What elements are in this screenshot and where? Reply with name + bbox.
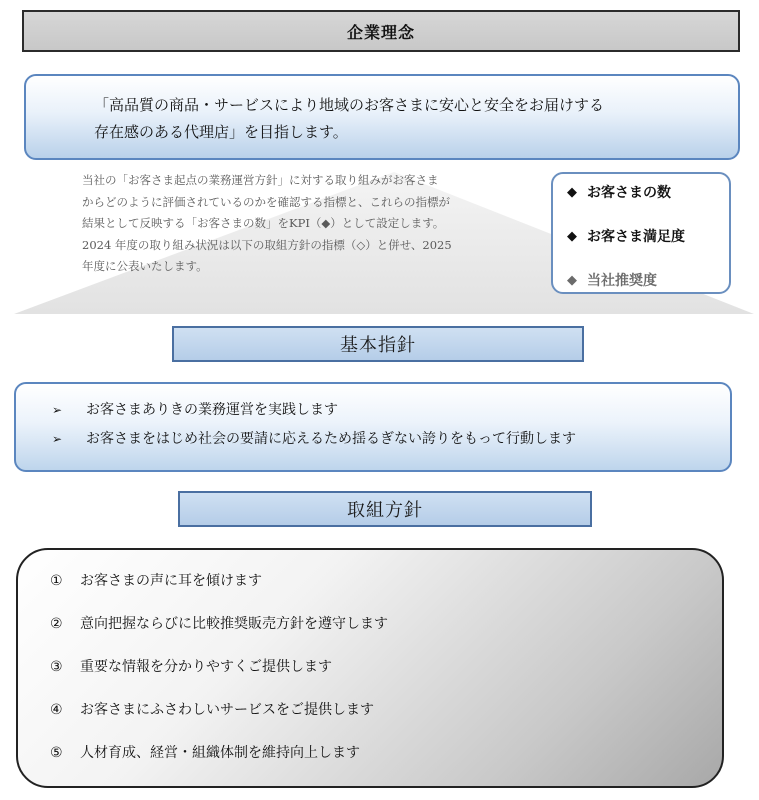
- kpi-label: お客さまの数: [587, 185, 671, 201]
- basic-policy-text: お客さまありきの業務運営を実践します: [86, 402, 338, 418]
- basic-policy-heading: 基本指針: [340, 335, 416, 356]
- kpi-intro-text: [82, 170, 522, 278]
- page-title-bar: [22, 10, 740, 52]
- list-item: [52, 396, 730, 425]
- list-item: [50, 742, 722, 785]
- diamond-icon: ◆: [567, 229, 577, 244]
- action-policy-heading-bar: [178, 491, 592, 527]
- action-policy-heading: 取組方針: [347, 500, 423, 521]
- mission-statement-box: [24, 74, 740, 160]
- basic-policy-box: [14, 382, 732, 472]
- kpi-item: [567, 270, 729, 314]
- action-policy-text: お客さまの声に耳を傾けます: [80, 573, 262, 589]
- action-policy-text: 人材育成、経営・組織体制を維持向上します: [80, 745, 360, 761]
- kpi-item: [567, 182, 729, 226]
- arrow-bullet-icon: ➢: [52, 432, 63, 446]
- basic-policy-heading-bar: [172, 326, 584, 362]
- intro-line: 当社の「お客さま起点の業務運営方針」に対する取り組みがお客さま: [82, 173, 439, 187]
- list-item: [50, 656, 722, 699]
- kpi-item: [567, 226, 729, 270]
- action-policy-text: 意向把握ならびに比較推奨販売方針を遵守します: [80, 616, 388, 632]
- action-policy-text: お客さまにふさわしいサービスをご提供します: [80, 702, 374, 718]
- intro-line: からどのように評価されているのかを確認する指標と、これらの指標が: [82, 194, 450, 209]
- diamond-icon: ◆: [567, 185, 577, 200]
- kpi-label: 当社推奨度: [587, 273, 657, 289]
- mission-line-2: 存在感のある代理店」を目指します。: [94, 123, 348, 141]
- basic-policy-text: お客さまをはじめ社会の要請に応えるため揺るぎない誇りをもって行動します: [86, 431, 576, 447]
- intro-line: 結果として反映する「お客さまの数」をKPI（◆）として設定します。: [82, 216, 445, 230]
- list-item: [50, 613, 722, 656]
- diamond-icon: ◆: [567, 273, 577, 288]
- list-item: [50, 699, 722, 742]
- circled-number: ③: [50, 659, 63, 675]
- action-policy-text: 重要な情報を分かりやすくご提供します: [80, 659, 332, 675]
- mission-line-1: 「高品質の商品・サービスにより地域のお客さまに安心と安全をお届けする: [94, 96, 605, 114]
- circled-number: ②: [50, 616, 63, 632]
- circled-number: ①: [50, 573, 63, 589]
- list-item: [50, 570, 722, 613]
- kpi-label: お客さま満足度: [587, 229, 685, 245]
- circled-number: ⑤: [50, 745, 63, 761]
- intro-line: 2024 年度の取り組み状況は以下の取組方針の指標（◇）と併せ、2025: [82, 237, 452, 252]
- circled-number: ④: [50, 702, 63, 718]
- arrow-bullet-icon: ➢: [52, 403, 63, 417]
- kpi-box: [551, 172, 731, 294]
- list-item: [52, 425, 730, 454]
- action-policy-box: [16, 548, 724, 788]
- intro-line: 年度に公表いたします。: [82, 259, 208, 273]
- page-title: 企業理念: [346, 22, 415, 42]
